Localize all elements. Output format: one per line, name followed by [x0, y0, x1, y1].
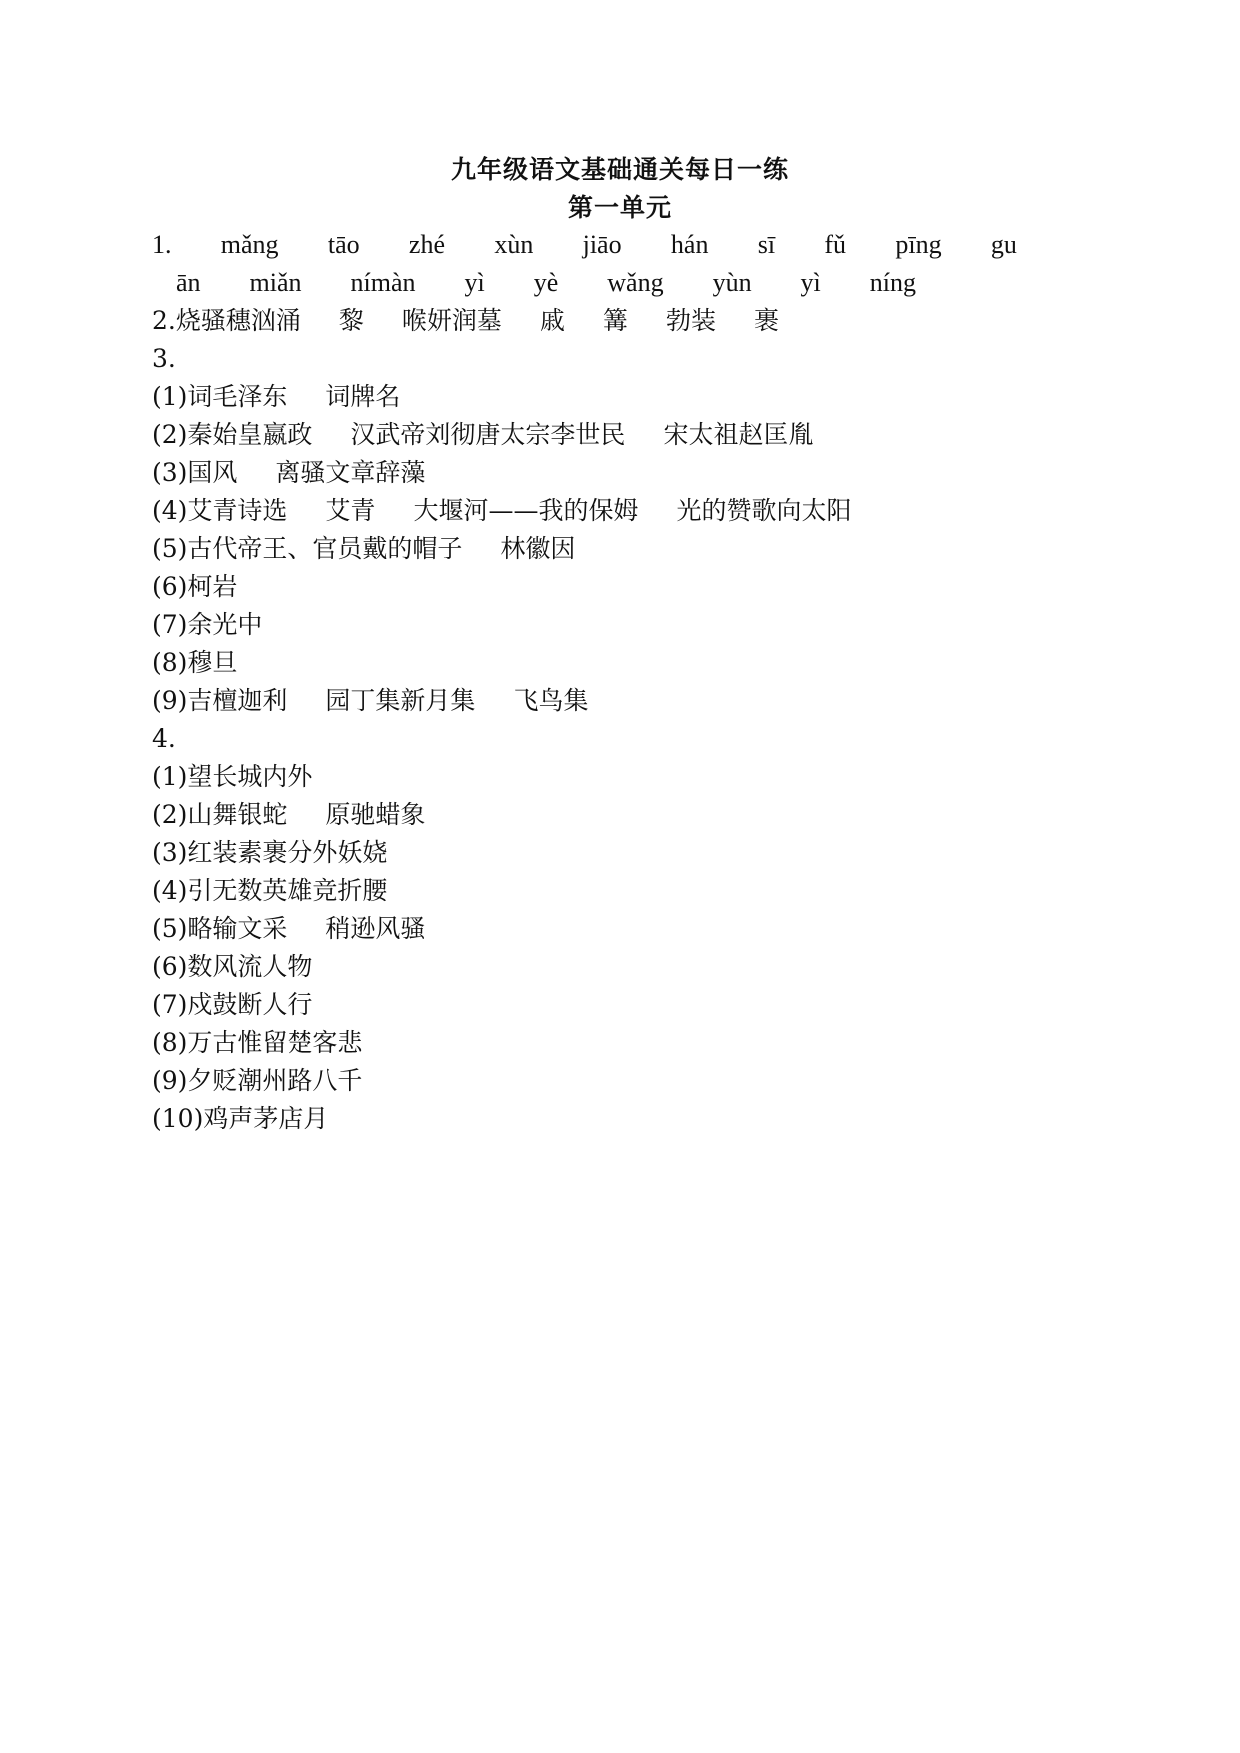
pinyin-item: jiāo: [582, 230, 622, 259]
answer-text: 光的赞歌向太阳: [676, 496, 852, 525]
pinyin-item: xùn: [494, 230, 534, 259]
pinyin-item: yè: [533, 268, 559, 297]
answer-text: (5)略输文采: [152, 914, 288, 943]
answer-text: (9)夕贬潮州路八千: [152, 1066, 363, 1095]
q3-answer-7: [152, 606, 1052, 644]
answer-text: 大堰河——我的保姆: [413, 496, 639, 525]
q2-item: 烧骚穗汹涌: [175, 306, 301, 335]
answer-text: 原驰蜡象: [325, 800, 426, 829]
q4-answer-4: [152, 872, 1052, 910]
answer-text: (9)吉檀迦利: [152, 686, 288, 715]
q3-answer-9: [152, 682, 1052, 720]
answer-text: (2)山舞银蛇: [152, 800, 288, 829]
answer-text: (8)万古惟留楚客悲: [152, 1028, 363, 1057]
pinyin-item: pīng: [895, 230, 942, 259]
answer-text: 林徽因: [500, 534, 576, 563]
answer-text: (8)穆旦: [152, 648, 238, 677]
q3-number: 3.: [152, 344, 176, 373]
q1-pinyin-row-1: [152, 226, 1017, 264]
q4-answer-10: [152, 1100, 1052, 1138]
q4-answer-5: [152, 910, 1052, 948]
answer-text: (10)鸡声茅店月: [152, 1104, 329, 1133]
q4-answer-1: [152, 758, 1052, 796]
q2-item: 裹: [753, 306, 779, 335]
q3-answer-1: [152, 378, 1052, 416]
pinyin-item: níng: [869, 268, 916, 297]
q2-item: 戚: [539, 306, 565, 335]
pinyin-item: yì: [464, 268, 485, 297]
pinyin-item: gu: [990, 230, 1017, 259]
answer-text: (4)引无数英雄竞折腰: [152, 876, 388, 905]
pinyin-item: wǎng: [607, 268, 664, 297]
pinyin-item: miǎn: [249, 268, 302, 297]
q3-answer-8: [152, 644, 1052, 682]
pinyin-item: nímàn: [350, 268, 416, 297]
q2-item: 黎: [338, 306, 364, 335]
answer-text: 宋太祖赵匡胤: [663, 420, 814, 449]
pinyin-item: tāo: [327, 230, 360, 259]
q2-item: 篝: [602, 306, 628, 335]
pinyin-item: hán: [670, 230, 709, 259]
q3-answer-5: [152, 530, 1052, 568]
answer-text: (4)艾青诗选: [152, 496, 288, 525]
q3-answer-2: [152, 416, 1052, 454]
q4-number: 4.: [152, 724, 176, 753]
answer-text: (7)余光中: [152, 610, 263, 639]
answer-text: (1)望长城内外: [152, 762, 313, 791]
answer-text: 艾青: [325, 496, 376, 525]
q4-answer-2: [152, 796, 1052, 834]
answer-text: (2)秦始皇嬴政: [152, 420, 313, 449]
pinyin-item: yùn: [712, 268, 752, 297]
q3-answer-6: [152, 568, 1052, 606]
answer-text: (5)古代帝王、官员戴的帽子: [152, 534, 463, 563]
unit-title: 第一单元: [567, 193, 672, 222]
answer-text: 词牌名: [325, 382, 401, 411]
pinyin-item: fǔ: [824, 230, 847, 259]
answer-text: (6)柯岩: [152, 572, 238, 601]
q2-item: 勃装: [665, 306, 716, 335]
pinyin-item: yì: [800, 268, 821, 297]
document-title: 九年级语文基础通关每日一练: [450, 155, 789, 184]
q4-answer-7: [152, 986, 1052, 1024]
pinyin-item: mǎng: [220, 230, 279, 259]
answer-text: 离骚文章辞藻: [275, 458, 426, 487]
answer-text: (7)戍鼓断人行: [152, 990, 313, 1019]
answer-text: (1)词毛泽东: [152, 382, 288, 411]
answer-text: 飞鸟集: [513, 686, 589, 715]
answer-text: 园丁集新月集: [325, 686, 476, 715]
answer-text: (6)数风流人物: [152, 952, 313, 981]
answer-content: [152, 226, 1052, 1138]
q4-answer-6: [152, 948, 1052, 986]
q3-answer-3: [152, 454, 1052, 492]
q2-line: [152, 302, 1052, 340]
q3-answer-4: [152, 492, 1052, 530]
pinyin-item: zhé: [408, 230, 446, 259]
answer-text: (3)红装素裹分外妖娆: [152, 838, 388, 867]
pinyin-item: sī: [757, 230, 776, 259]
q2-item: 喉妍润墓: [401, 306, 502, 335]
q1-pinyin-row-2: [152, 264, 916, 302]
answer-text: 汉武帝刘彻唐太宗李世民: [350, 420, 626, 449]
q4-answer-8: [152, 1024, 1052, 1062]
q2-number: 2.: [152, 306, 176, 335]
q1-number: 1.: [152, 230, 172, 259]
q4-answer-3: [152, 834, 1052, 872]
answer-text: (3)国风: [152, 458, 238, 487]
q4-answer-9: [152, 1062, 1052, 1100]
pinyin-item: ān: [176, 268, 201, 297]
answer-text: 稍逊风骚: [325, 914, 426, 943]
